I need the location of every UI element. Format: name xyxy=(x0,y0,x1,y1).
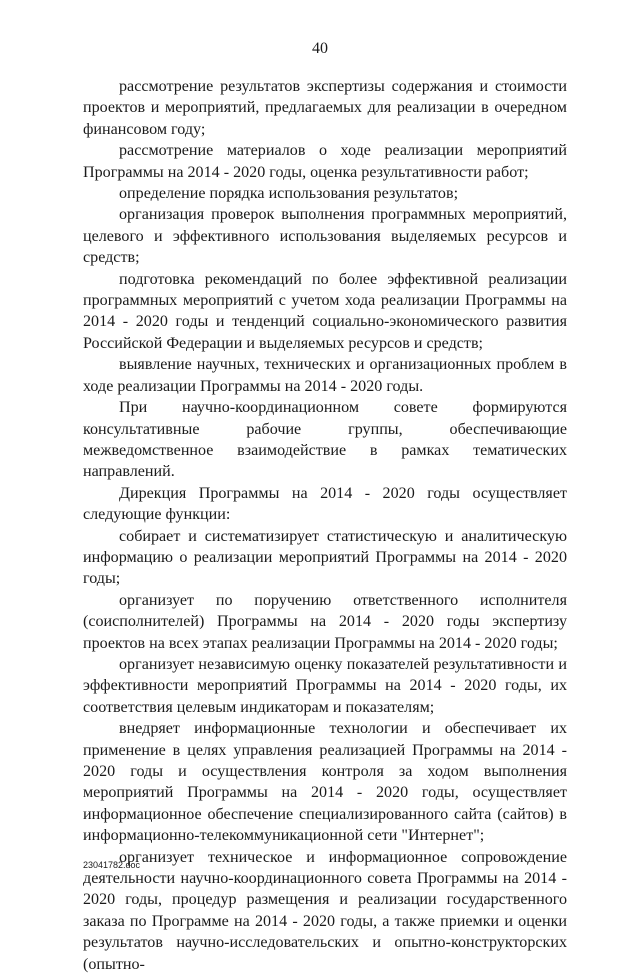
page-number: 40 xyxy=(312,40,328,57)
paragraph: организует независимую оценку показателей результативности и эффективности мероприятий Программы на 2014 - 2020 годы, их соответствия целевым индикаторам и показателям; xyxy=(83,655,567,716)
paragraph: организует по поручению ответственного исполнителя (соисполнителей) Программы на 2014 - 2020 годы экспертизу проектов на всех этапах реализации Программы на 2014 - 2020 годы; xyxy=(83,591,567,652)
paragraph: При научно-координационном совете формируются консультативные рабочие группы, обеспечивающие межведомственное взаимодействие в рамках тематических направлений. xyxy=(83,399,567,481)
paragraph: определение порядка использования результатов; xyxy=(119,185,459,203)
paragraph: рассмотрение материалов о ходе реализации мероприятий Программы на 2014 - 2020 годы, оценка результативности работ; xyxy=(83,142,567,181)
document-filename: 23041782.doc xyxy=(83,860,141,870)
paragraph: внедряет информационные технологии и обеспечивает их применение в целях управления реализацией Программы на 2014 - 2020 годы и осуществления контроля за ходом выполнения мероприятий Программы на 2014 - 2020 годы, осуществляет информационное обеспечение специализированного сайта (сайтов) в информационно-телекоммуникационной сети "Интернет"; xyxy=(83,720,567,845)
paragraph: организация проверок выполнения программных мероприятий, целевого и эффективного использования выделяемых ресурсов и средств; xyxy=(83,206,567,267)
paragraph: Дирекция Программы на 2014 - 2020 годы осуществляет следующие функции: xyxy=(83,484,567,524)
paragraph: выявление научных, технических и организационных проблем в ходе реализации Программы на 2014 - 2020 годы. xyxy=(83,356,567,395)
document-body xyxy=(83,76,567,975)
paragraph: подготовка рекомендаций по более эффективной реализации программных мероприятий с учетом хода реализации Программы на 2014 - 2020 годы и тенденций социально-экономического развития Российской Федерации и выделяемых ресурсов и средств; xyxy=(83,270,567,352)
paragraph: собирает и систематизирует статистическую и аналитическую информацию о реализации мероприятий Программы на 2014 - 2020 годы; xyxy=(83,527,567,588)
paragraph: рассмотрение результатов экспертизы содержания и стоимости проектов и мероприятий, предлагаемых для реализации в очередном финансовом году; xyxy=(83,78,567,138)
paragraph: организует техническое и информационное сопровождение деятельности научно-координационного совета Программы на 2014 - 2020 годы, процедур размещения и реализации государственного заказа по Программе на 2014 - 2020 годы, а также приемки и оценки результатов научно-исследовательских и опытно-конструкторских (опытно- xyxy=(83,848,567,973)
